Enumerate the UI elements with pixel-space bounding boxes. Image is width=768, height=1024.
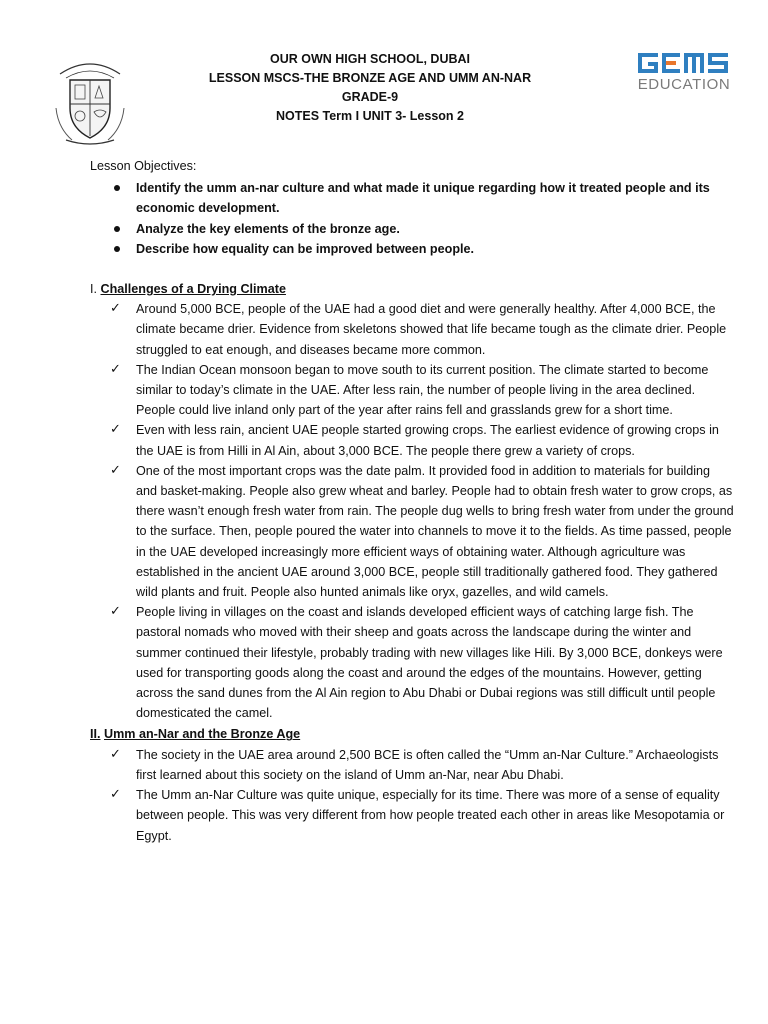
checkmark-icon: ✓: [110, 361, 121, 377]
section-heading-1: [90, 279, 734, 299]
school-name: OUR OWN HIGH SCHOOL, DUBAI: [270, 52, 470, 66]
list-item: ✓ The Umm an-Nar Culture was quite unique, especially for its time. There was more of a sense of equality between people. This was very different from how people treated each other in areas like Mesopotamia or Egypt.: [110, 787, 725, 843]
section-heading-2: [90, 724, 734, 744]
list-item: ✓ The society in the UAE area around 2,500 BCE is often called the “Umm an-Nar Culture.” Archaeologists first learned about this society on the island of Umm an-Nar, near Abu Dhabi.: [110, 746, 719, 782]
checkmark-icon: ✓: [110, 746, 121, 762]
document-header: [200, 50, 540, 126]
section-2-list: [90, 745, 734, 846]
checkmark-icon: ✓: [110, 301, 121, 317]
objectives-title: Lesson Objectives:: [90, 159, 197, 173]
list-item: Analyze the key elements of the bronze age.: [90, 219, 734, 239]
section-number: II.: [90, 727, 101, 742]
section-1-list: [90, 299, 734, 723]
checkmark-icon: ✓: [110, 787, 121, 803]
section-title: Challenges of a Drying Climate: [100, 282, 286, 297]
objectives-list: [90, 178, 734, 259]
section-title: Umm an-Nar and the Bronze Age: [104, 727, 301, 742]
list-item: ✓ People living in villages on the coast and islands developed efficient ways of catching large fish. The pastoral nomads who moved with their sheep and goats across the landscape during the winter and summer continued their lifestyle, probably trading with new villages like Hili. By 3,000 BCE, donkeys were used for transporting goods along the coast and around the edges of the mountains. However, getting across the sand dunes from the Al Ain region to Abu Dhabi or Dubai regions was still difficult until people domesticated the camel.: [110, 604, 723, 721]
list-item: ✓ One of the most important crops was the date palm. It provided food in addition to materials for building and basket-making. People also grew wheat and barley. People had to obtain fresh water to grow crops, as there wasn’t enough fresh water from rain. The people dug wells to bring fresh water from under the ground to the surface. Then, people poured the water into channels to move it to the fields. As time passed, people in the UAE developed increasingly more efficient ways of obtaining water. Although agriculture was established in the ancient UAE around 3,000 BCE, people still traditionally gathered food. They gathered wild plants and fruit. People also hunted animals like oryx, gazelles, and wild camels.: [110, 462, 734, 600]
logo-education-text: EDUCATION: [637, 76, 731, 93]
list-item: Describe how equality can be improved between people.: [90, 239, 734, 259]
grade-label: GRADE-9: [341, 90, 399, 104]
checkmark-icon: ✓: [110, 422, 121, 438]
lesson-title: LESSON MSCS-THE BRONZE AGE AND UMM AN-NAR: [208, 71, 532, 85]
checkmark-icon: ✓: [110, 462, 121, 478]
bullet-icon: [114, 246, 120, 252]
list-item: Identify the umm an-nar culture and what made it unique regarding how it treated people and its economic development.: [90, 178, 734, 218]
document-body: [90, 156, 734, 846]
list-item: ✓ Around 5,000 BCE, people of the UAE had a good diet and were generally healthy. After 4,000 BCE, the climate became drier. Evidence from skeletons showed that life became tough as the climate drier. People struggled to eat enough, and diseases became more common.: [110, 301, 727, 357]
list-item: ✓ The Indian Ocean monsoon began to move south to its current position. The climate started to become similar to today’s climate in the UAE. After less rain, the number of people living in the area declined. People could live inland only part of the year after rains fell and grasslands grew for a short time.: [110, 361, 709, 418]
gems-logo: [636, 50, 732, 100]
school-crest-icon: [52, 56, 128, 146]
checkmark-icon: ✓: [110, 604, 121, 620]
section-number: I.: [90, 282, 97, 297]
bullet-icon: [114, 185, 120, 191]
bullet-icon: [114, 226, 120, 232]
list-item: ✓ Even with less rain, ancient UAE people started growing crops. The earliest evidence of growing crops in the UAE is from Hilli in Al Ain, about 3,000 BCE. The people there grew a variety of crops.: [110, 422, 719, 458]
gems-logo-icon: [636, 50, 732, 76]
notes-label: NOTES Term I UNIT 3- Lesson 2: [275, 109, 464, 123]
